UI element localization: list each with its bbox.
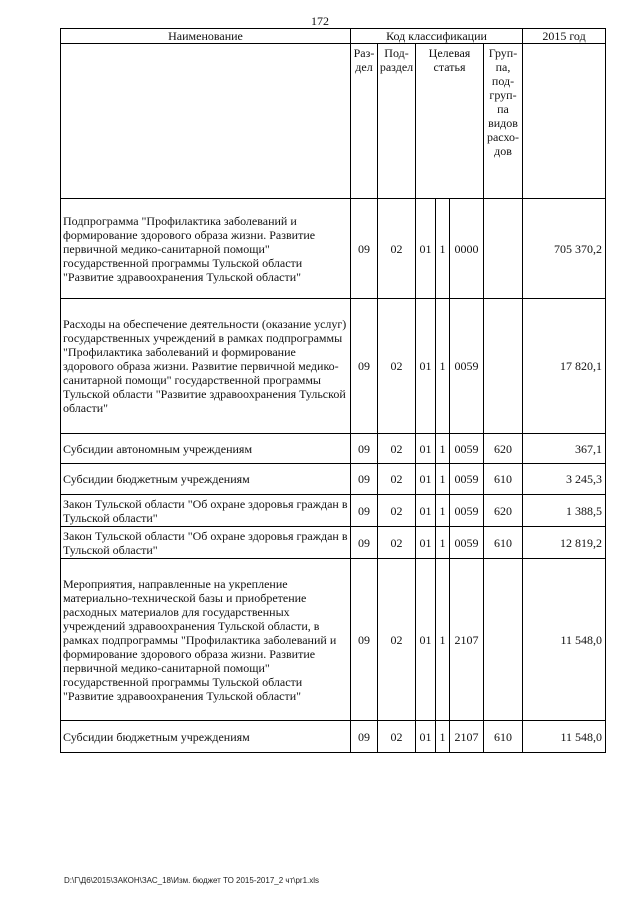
row-name: Мероприятия, направленные на укрепление материально-технической базы и приобретение расходных материалов для государственных учреждений здравоохранения Тульской области, в рамках подпрограммы "Профилактика заболеваний и формирование здорового образа жизни. Развитие первичной медико-санитарной помощи" государственной программы Тульской области "Развитие здравоохранения Тульской области" — [61, 559, 351, 721]
row-vr: 610 — [484, 464, 523, 495]
header-classification: Код классификации — [351, 29, 523, 44]
row-amount: 3 245,3 — [523, 464, 606, 495]
row-cs3: 2107 — [450, 721, 484, 753]
header-subsection: Под- раздел — [378, 44, 416, 199]
row-name: Закон Тульской области "Об охране здоровья граждан в Тульской области" — [61, 495, 351, 527]
budget-table — [60, 28, 606, 753]
row-podrazdel: 02 — [378, 464, 416, 495]
row-podrazdel: 02 — [378, 559, 416, 721]
row-cs2: 1 — [436, 299, 450, 434]
row-razdel: 09 — [351, 434, 378, 464]
header-name-blank — [61, 44, 351, 199]
table-row — [61, 527, 606, 559]
table-row — [61, 299, 606, 434]
row-vr — [484, 559, 523, 721]
row-cs2: 1 — [436, 559, 450, 721]
row-cs3: 0059 — [450, 299, 484, 434]
header-year: 2015 год — [523, 29, 606, 44]
header-year-blank — [523, 44, 606, 199]
row-cs2: 1 — [436, 199, 450, 299]
row-cs2: 1 — [436, 464, 450, 495]
row-vr — [484, 299, 523, 434]
row-podrazdel: 02 — [378, 721, 416, 753]
row-razdel: 09 — [351, 527, 378, 559]
row-cs1: 01 — [416, 527, 436, 559]
table-row — [61, 495, 606, 527]
row-cs3: 0059 — [450, 464, 484, 495]
row-cs1: 01 — [416, 434, 436, 464]
row-vr — [484, 199, 523, 299]
header-expense-group: Груп- па, под- груп- па видов расхо- дов — [484, 44, 523, 199]
header-target-article: Целевая статья — [416, 44, 484, 199]
row-name: Расходы на обеспечение деятельности (оказание услуг) государственных учреждений в рамках подпрограммы "Профилактика заболеваний и формирование здорового образа жизни. Развитие первичной медико-санитарной помощи" государственной программы Тульской области "Развитие здравоохранения Тульской области" — [61, 299, 351, 434]
row-razdel: 09 — [351, 464, 378, 495]
page-number: 172 — [311, 14, 329, 28]
table-header — [61, 29, 606, 199]
row-podrazdel: 02 — [378, 434, 416, 464]
row-cs3: 0059 — [450, 434, 484, 464]
row-podrazdel: 02 — [378, 299, 416, 434]
row-vr: 620 — [484, 434, 523, 464]
row-cs1: 01 — [416, 464, 436, 495]
row-razdel: 09 — [351, 299, 378, 434]
row-podrazdel: 02 — [378, 527, 416, 559]
row-cs2: 1 — [436, 527, 450, 559]
row-name: Подпрограмма "Профилактика заболеваний и формирование здорового образа жизни. Развитие первичной медико-санитарной помощи" государственной программы Тульской области "Развитие здравоохранения Тульской области" — [61, 199, 351, 299]
row-amount: 705 370,2 — [523, 199, 606, 299]
row-cs2: 1 — [436, 495, 450, 527]
row-razdel: 09 — [351, 495, 378, 527]
header-section: Раз- дел — [351, 44, 378, 199]
row-name: Субсидии бюджетным учреждениям — [61, 721, 351, 753]
row-vr: 610 — [484, 527, 523, 559]
row-cs1: 01 — [416, 559, 436, 721]
row-vr: 610 — [484, 721, 523, 753]
row-cs2: 1 — [436, 721, 450, 753]
row-cs3: 2107 — [450, 559, 484, 721]
row-cs3: 0000 — [450, 199, 484, 299]
row-razdel: 09 — [351, 721, 378, 753]
row-cs1: 01 — [416, 299, 436, 434]
header-name: Наименование — [61, 29, 351, 44]
row-cs1: 01 — [416, 199, 436, 299]
table-row — [61, 199, 606, 299]
row-amount: 11 548,0 — [523, 559, 606, 721]
row-name: Субсидии автономным учреждениям — [61, 434, 351, 464]
row-podrazdel: 02 — [378, 199, 416, 299]
row-cs3: 0059 — [450, 527, 484, 559]
table-row — [61, 559, 606, 721]
row-vr: 620 — [484, 495, 523, 527]
row-cs1: 01 — [416, 721, 436, 753]
row-cs1: 01 — [416, 495, 436, 527]
row-cs2: 1 — [436, 434, 450, 464]
row-amount: 12 819,2 — [523, 527, 606, 559]
row-razdel: 09 — [351, 199, 378, 299]
table-row — [61, 721, 606, 753]
row-name: Закон Тульской области "Об охране здоровья граждан в Тульской области" — [61, 527, 351, 559]
row-name: Субсидии бюджетным учреждениям — [61, 464, 351, 495]
row-amount: 17 820,1 — [523, 299, 606, 434]
row-podrazdel: 02 — [378, 495, 416, 527]
row-amount: 11 548,0 — [523, 721, 606, 753]
row-amount: 1 388,5 — [523, 495, 606, 527]
table-row — [61, 464, 606, 495]
row-cs3: 0059 — [450, 495, 484, 527]
row-razdel: 09 — [351, 559, 378, 721]
table-row — [61, 434, 606, 464]
row-amount: 367,1 — [523, 434, 606, 464]
file-path-footer: D:\Г\Д6\2015\ЗАКОН\ЗАС_18\Изм. бюджет ТО 2015-2017_2 чт\pr1.xls — [64, 876, 320, 885]
